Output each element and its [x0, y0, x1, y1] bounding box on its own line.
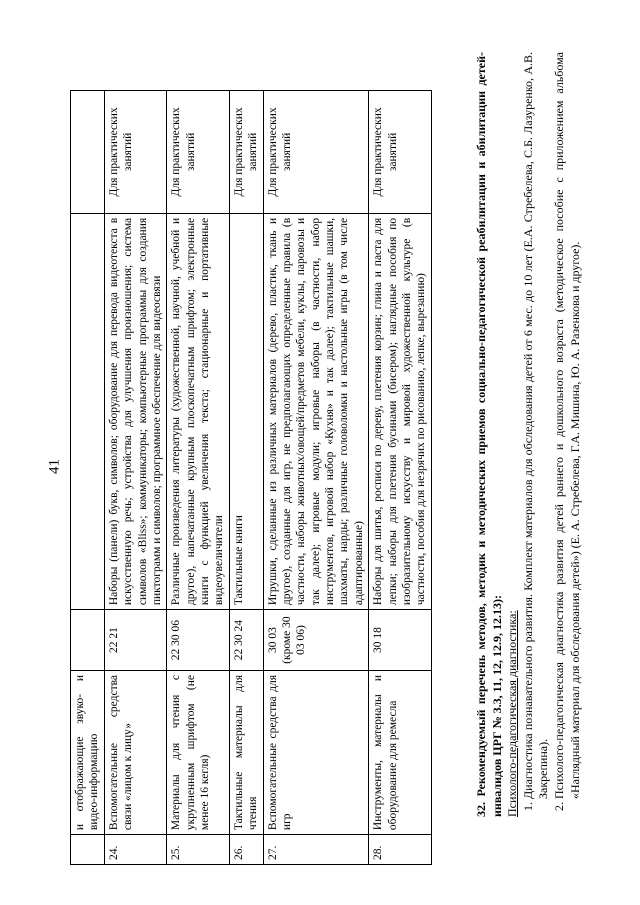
- table-cell-description: Тактильные книги: [229, 213, 263, 609]
- table-cell-num: 28.: [369, 835, 432, 865]
- table-cell-purpose: [71, 91, 105, 214]
- table-cell-purpose: Для практических занятий: [263, 91, 369, 214]
- table-cell-code: 22 30 24: [229, 610, 263, 671]
- section-subheading: Психолого-педагогическая диагностика:: [505, 610, 520, 817]
- table-cell-name: Материалы для чтения с укрупненным шрифтом (не менее 16 кегля): [167, 671, 230, 835]
- table-cell-num: [71, 835, 105, 865]
- table-row: [263, 91, 369, 865]
- table-cell-name: Инструменты, материалы и оборудование для ремесла: [369, 671, 432, 835]
- list-item: 1. Диагностика познавательного развития. Комплект материалов для обследования детей от 6 мес. до 10 лет (Е.А. Стребелева, С.Б. Лазуренко, А.В. Закрепина).: [521, 52, 552, 799]
- equipment-table: [70, 90, 432, 865]
- table-row-continuation: [71, 91, 105, 865]
- table-cell-name: Вспомогательные средства связи «лицом к лицу»: [104, 671, 167, 835]
- table-cell-purpose: Для практических занятий: [229, 91, 263, 214]
- page-number: 41: [46, 459, 63, 474]
- table-row: [104, 91, 167, 865]
- table-cell-num: 24.: [104, 835, 167, 865]
- section-heading: 32. Рекомендуемый перечень методов, методик и методических приемов социально-педагогической реабилитации и абилитации детей-инвалидов ЦРГ № 3.3, 11, 12, 12.9, 12.13):: [474, 52, 504, 817]
- methods-section: [474, 52, 583, 817]
- list-item: 2. Психолого-педагогическая диагностика развития детей раннего и дошкольного возраста (методическое пособие с приложением альбома «Наглядный материал для обследования детей») (Е. А. Стребелева, Г.А. Мишина, Ю. А. Разенкова и другое).: [552, 52, 583, 799]
- table-cell-name: Вспомогательные средства для игр: [263, 671, 369, 835]
- table-cell-purpose: Для практических занятий: [104, 91, 167, 214]
- table-row: [229, 91, 263, 865]
- table-cell-code: 30 03 (кроме 30 03 06): [263, 610, 369, 671]
- table-row: [369, 91, 432, 865]
- table-cell-num: 27.: [263, 835, 369, 865]
- table-cell-name: Тактильные материалы для чтения: [229, 671, 263, 835]
- table-cell-purpose: Для практических занятий: [167, 91, 230, 214]
- table-cell-num: 26.: [229, 835, 263, 865]
- table-cell-description: Наборы (панели) букв, символов; оборудование для перевода видеотекста в искусственную речь; устройства для улучшения произношения; система символов «Bliss»; коммуникаторы; компьютерные программы для создания пиктограмм и символов; программное обеспечение для видеосвязи: [104, 213, 167, 609]
- table-cell-code: [71, 610, 105, 671]
- table-cell-description: Наборы для шитья, роспиcи по дереву, плетения корзин; глина и паста для лепки; наборы для плетения бусинами (бисером); наглядные пособия по изобразительному искусству и мировой художественной культуре (в частности, пособия для незрячих по рисованию, лепке, вырезанию): [369, 213, 432, 609]
- table-cell-code: 22 30 06: [167, 610, 230, 671]
- table-cell-purpose: Для практических занятий: [369, 91, 432, 214]
- table-cell-num: 25.: [167, 835, 230, 865]
- table-cell-description: [71, 213, 105, 609]
- table-cell-code: 30 18: [369, 610, 432, 671]
- table-cell-name: и отображающие звуко- и видео-информацию: [71, 671, 105, 835]
- table-row: [167, 91, 230, 865]
- table-cell-description: Различные произведения литературы (художественной, научной, учебной и другое), напечатанные крупным плоскопечатным шрифтом; электронные книги с функцией увеличения текста; стационарные и портативные видеоувеличители: [167, 213, 230, 609]
- table-cell-description: Игрушки, сделанные из различных материалов (дерево, пластик, ткань и другое), созданные для игр, не предполагающих определенные правила (в частности, наборы животных/овощей/предметов мебели, куклы, паровозы и так далее); игровые модули; игровые наборы (в частности, набор инструментов, игровой набор «Кухня» и так далее); тактильные шашки, шахматы, нарды; различные головоломки и настольные игры (в том числе адаптированные): [263, 213, 369, 609]
- table-cell-code: 22 21: [104, 610, 167, 671]
- methods-list: [521, 52, 583, 817]
